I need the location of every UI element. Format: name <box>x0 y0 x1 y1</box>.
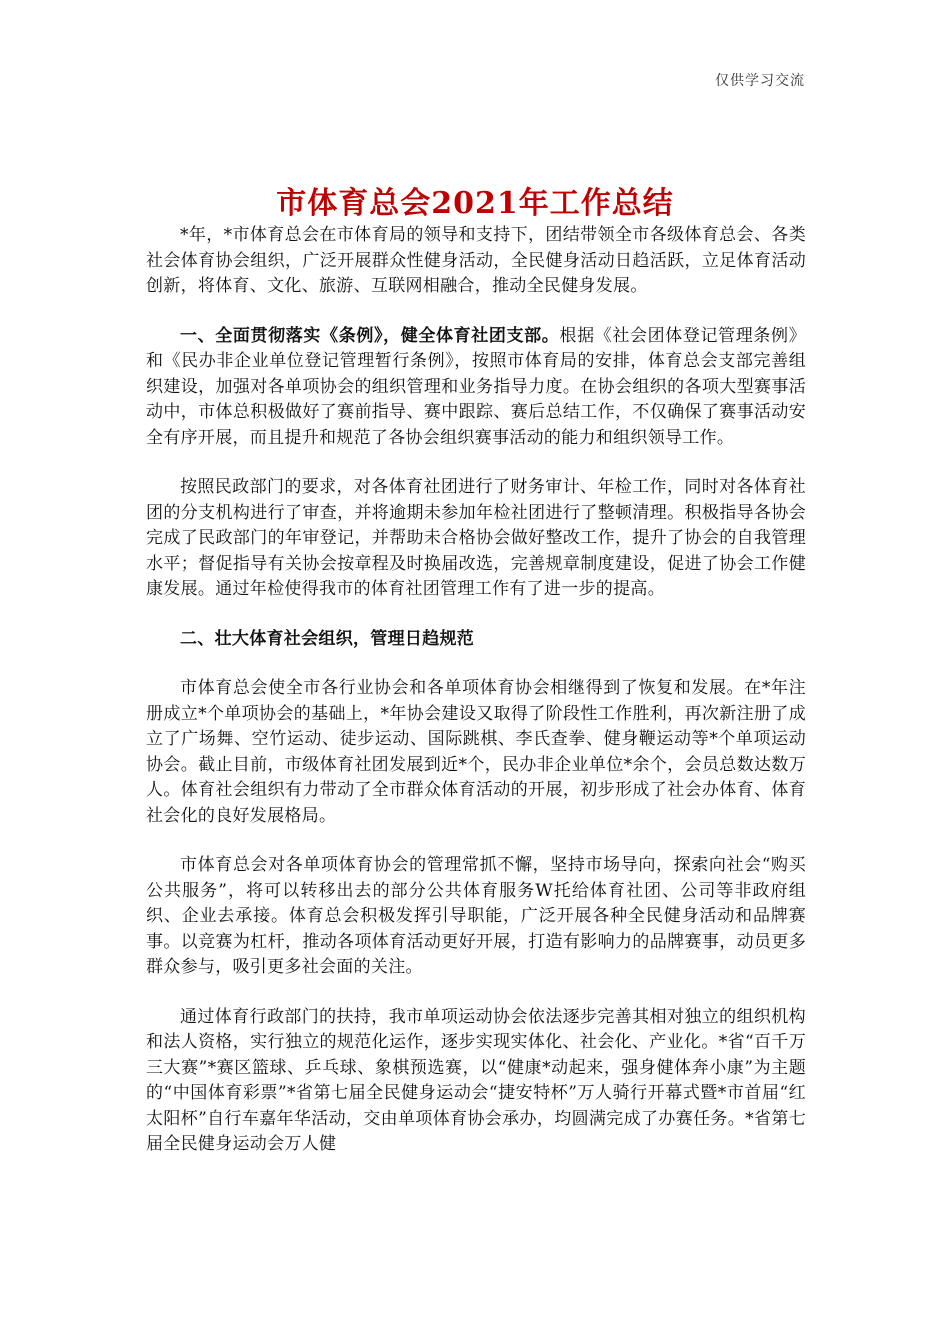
watermark: 仅供学习交流 <box>715 73 805 89</box>
paragraph-text: 通过体育行政部门的扶持，我市单项运动协会依法逐步完善其相对独立的组织机构和法人资格，实行独立的规范化运作，逐步实现实体化、社会化、产业化。*省“百千万三大赛”*赛区篮球、乒乓球、象棋预选赛，以“健康*动起来，强身健体奔小康”为主题的“中国体育彩票”*省第七届全民健身运动会“捷安特杯”万人骑行开幕式暨*市首届“红太阳杯”自行车嘉年华活动，交由单项体育协会承办，均圆满完成了办赛任务。*省第七届全民健身运动会万人健 <box>146 1006 806 1154</box>
paragraph-section-1 <box>146 324 806 452</box>
paragraph-association-growth <box>146 676 806 829</box>
paragraph-text: 市体育总会使全市各行业协会和各单项体育协会相继得到了恢复和发展。在*年注册成立*个单项协会的基础上，*年协会建设又取得了阶段性工作胜利，再次新注册了成立了广场舞、空竹运动、徒步运动、国际跳棋、李氏查拳、健身鞭运动等*个单项运动协会。截止目前，市级体育社团发展到近*个，民办非企业单位*余个，会员总数达数万人。体育社会组织有力带动了全市群众体育活动的开展，初步形成了社会办体育、体育社会化的良好发展格局。 <box>146 678 806 826</box>
section-heading-2 <box>146 627 806 653</box>
paragraph-text: 市体育总会对各单项体育协会的管理常抓不懈，坚持市场导向，探索向社会“购买公共服务”，将可以转移出去的部分公共体育服务W托给体育社团、公司等非政府组织、企业去承接。体育总会积极发挥引导职能，广泛开展各种全民健身活动和品牌赛事。以竞赛为杠杆，推动各项体育活动更好开展，打造有影响力的品牌赛事，动员更多群众参与，吸引更多社会面的关注。 <box>146 855 806 977</box>
section-heading-text: 二、壮大体育社会组织，管理日趋规范 <box>180 628 475 649</box>
paragraph-government-support <box>146 1005 806 1158</box>
paragraph-management <box>146 853 806 981</box>
paragraph-text: *年，*市体育总会在市体育局的领导和支持下，团结带领全市各级体育总会、各类社会体育协会组织，广泛开展群众性健身活动，全民健身活动日趋活跃，立足体育活动创新，将体育、文化、旅游、互联网相融合，推动全民健身发展。 <box>146 225 806 296</box>
paragraph-text: 根据《社会团体登记管理条例》和《民办非企业单位登记管理暂行条例》，按照市体育局的安排，体育总会支部完善组织建设，加强对各单项协会的组织管理和业务指导力度。在协会组织的各项大型赛事活动中，市体总积极做好了赛前指导、赛中跟踪、赛后总结工作，不仅确保了赛事活动安全有序开展，而且提升和规范了各协会组织赛事活动的能力和组织领导工作。 <box>146 325 806 448</box>
paragraph-intro <box>146 223 806 300</box>
document-title: 市体育总会2021年工作总结 <box>276 186 674 222</box>
document-body <box>146 223 806 1182</box>
paragraph-annual-inspection <box>146 475 806 603</box>
paragraph-text: 按照民政部门的要求，对各体育社团进行了财务审计、年检工作，同时对各体育社团的分支机构进行了审查，并将逾期未参加年检社团进行了整顿清理。积极指导各协会完成了民政部门的年审登记，并帮助未合格协会做好整改工作，提升了协会的自我管理水平；督促指导有关协会按章程及时换届改选，完善规章制度建设，促进了协会工作健康发展。通过年检使得我市的体育社团管理工作有了进一步的提高。 <box>146 477 806 599</box>
section-heading-1: 一、全面贯彻落实《条例》，健全体育社团支部。 <box>180 325 560 346</box>
